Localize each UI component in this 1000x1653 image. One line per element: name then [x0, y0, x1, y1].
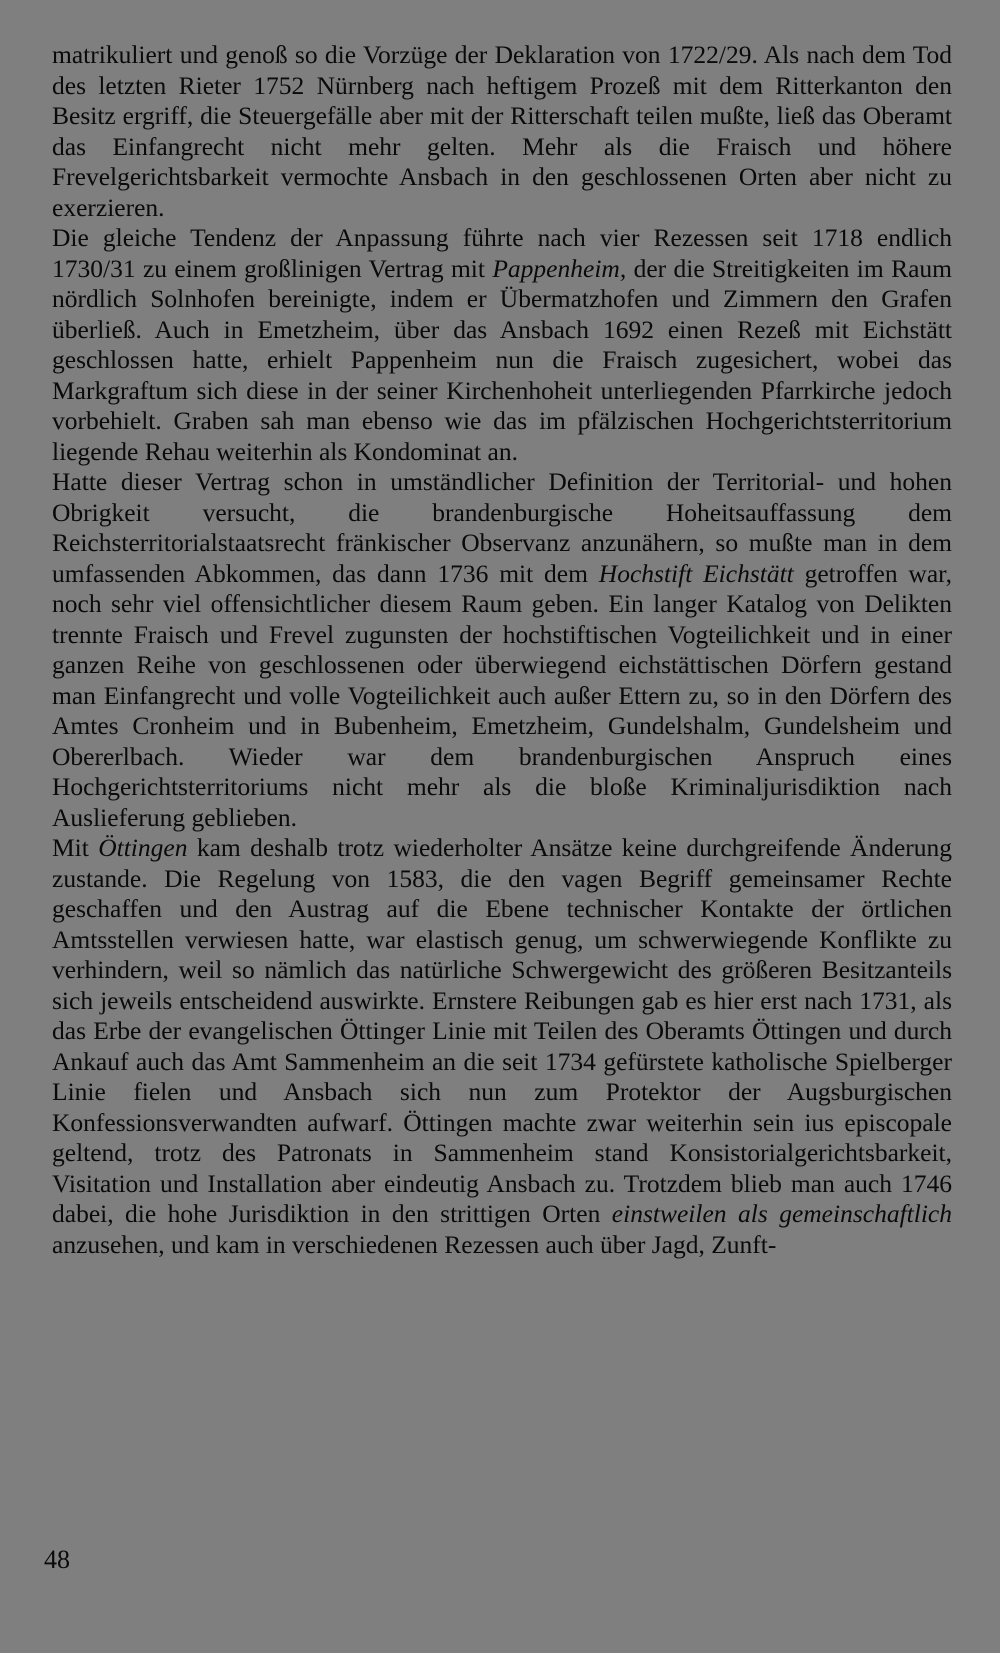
text-run: matrikuliert und genoß so die Vorzüge der Deklaration von 1722/29. Als nach dem Tod des letzten Rieter 1752 Nürnberg nach heftigem Prozeß mit dem Ritterkanton den Besitz ergriff, die Steuergefälle aber mit der Ritterschaft teilen mußte, ließ das Oberamt das Einfangrecht nicht mehr gelten. Mehr als die Fraisch und höhere Frevelgerichtsbarkeit vermochte Ansbach in den geschlossenen Orten aber nicht zu exerzieren.	[52, 40, 952, 222]
paragraph-2	[52, 223, 952, 467]
italic-name-oettingen: Öttingen	[98, 833, 188, 862]
text-run: getroffen war, noch sehr viel offensichtlicher diesem Raum geben. Ein langer Katalog von Delikten trennte Fraisch und Frevel zugunsten der hochstiftischen Vogteilichkeit und in einer ganzen Reihe von geschlossenen oder überwiegend eichstättischen Dörfern gestand man Einfangrecht und volle Vogteilichkeit auch außer Ettern zu, so in den Dörfern des Amtes Cronheim und in Bubenheim, Emetzheim, Gundelshalm, Gundelsheim und Obererlbach. Wieder war dem brandenburgischen Anspruch eines Hochgerichtsterritoriums nicht mehr als die bloße Kriminaljurisdiktion nach Auslieferung geblieben.	[52, 558, 952, 832]
text-run: anzusehen, und kam in verschiedenen Rezessen auch über Jagd, Zunft-	[52, 1229, 777, 1259]
italic-emphasis: einstweilen als gemeinschaftlich	[611, 1199, 952, 1228]
paragraph-1	[52, 40, 952, 223]
italic-name-pappenheim: Pappenheim,	[492, 253, 627, 283]
italic-name-hochstift-eichstaett: Hochstift Eichstätt	[598, 558, 794, 588]
text-run: kam deshalb trotz wiederholter Ansätze keine durchgreifende Änderung zustande. Die Regelung von 1583, die den vagen Begriff gemeinsamer Rechte geschaffen und den Austrag auf die Ebene technischer Kontakte der örtlichen Amtsstellen verwiesen hatte, war elastisch genug, um schwerwiegende Konflikte zu verhindern, weil so nämlich das natürliche Schwergewicht des größeren Besitzanteils sich jeweils entscheidend auswirkte. Ernstere Reibungen gab es hier erst nach 1731, als das Erbe der evangelischen Öttinger Linie mit Teilen des Oberamts Öttingen und durch Ankauf auch das Amt Sammenheim an die seit 1734 gefürstete katholische Spielberger Linie fielen und Ansbach sich nun zum Protektor der Augsburgischen Konfessionsverwandten aufwarf. Öttingen machte zwar weiterhin sein ius episcopale geltend, trotz des Patronats in Sammenheim stand Konsistorialgerichtsbarkeit, Visitation und Installation aber eindeutig Ansbach zu. Trotzdem blieb man auch 1746 dabei, die hohe Jurisdiktion in den strittigen Orten	[52, 833, 953, 1228]
paragraph-3	[52, 467, 952, 833]
text-run: Mit	[52, 833, 99, 862]
paragraph-4	[52, 833, 952, 1260]
body-text	[52, 40, 952, 1260]
text-run: Hatte dieser Vertrag schon in umständlicher Definition der Territorial- und hohen Obrigkeit versucht, die brandenburgische Hoheitsauffassung dem Reichsterritorialstaatsrecht fränkischer Observanz anzunähern, so mußte man in dem umfassenden Abkommen, das dann 1736 mit dem	[52, 467, 952, 588]
text-run: Die gleiche Tendenz der Anpassung führte nach vier Rezessen seit 1718 endlich 1730/31 zu einem großlinigen Vertrag mit	[52, 223, 952, 283]
text-run: der die Streitigkeiten im Raum nördlich Solnhofen bereinigte, indem er Übermatzhofen und Zimmern den Grafen überließ. Auch in Emetzheim, über das Ansbach 1692 einen Rezeß mit Eichstätt geschlossen hatte, erhielt Pappenheim nun die Fraisch zugesichert, wobei das Markgraftum sich diese in der seiner Kirchenhoheit unterliegenden Pfarrkirche jedoch vorbehielt. Graben sah man ebenso wie das im pfälzischen Hochgerichtsterritorium liegende Rehau weiterhin als Kondominat an.	[52, 253, 953, 466]
page-number: 48	[44, 1545, 70, 1574]
